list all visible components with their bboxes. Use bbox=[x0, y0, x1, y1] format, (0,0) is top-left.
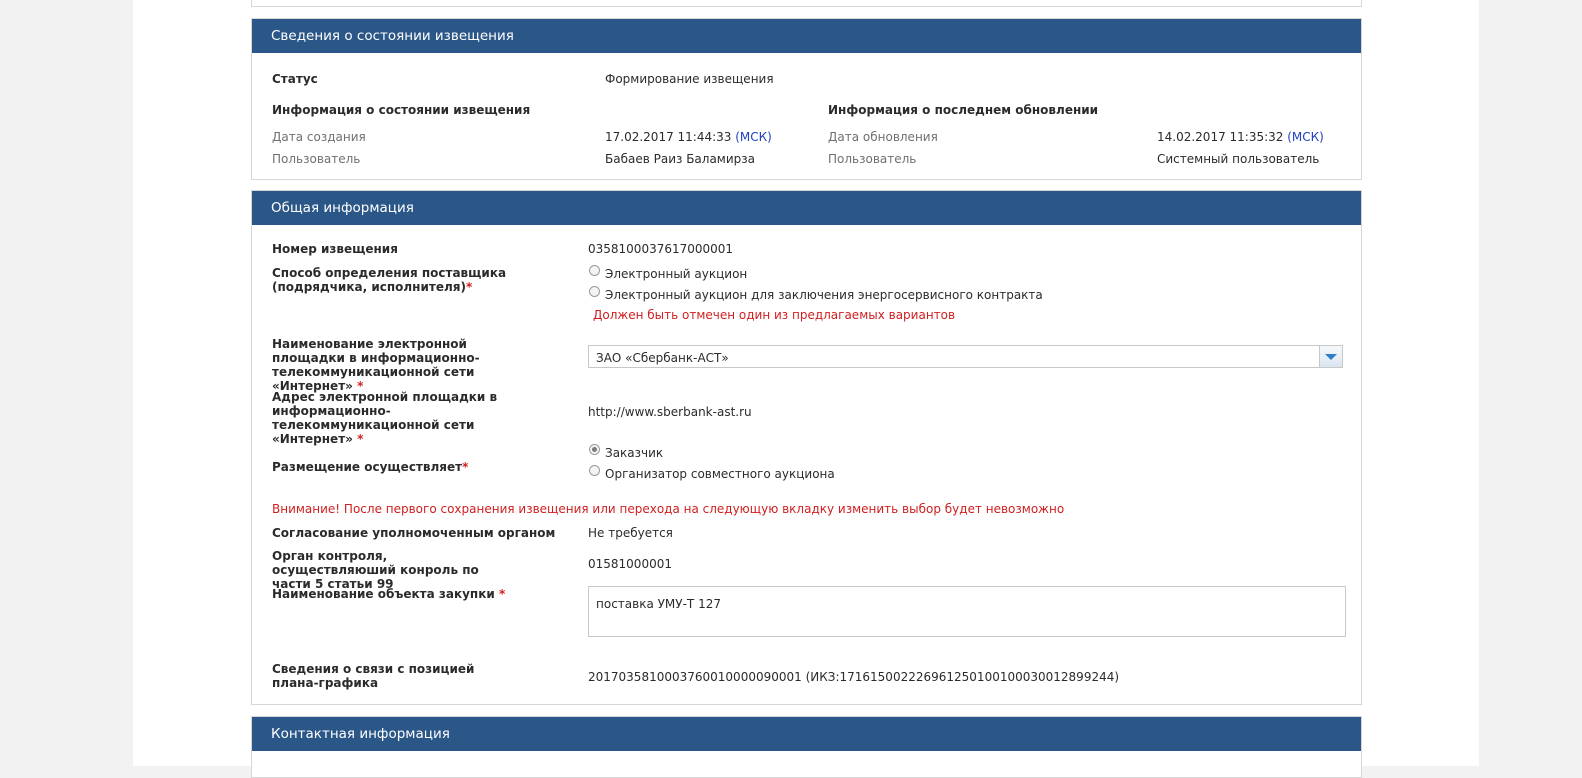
updated-date-text: 14.02.2017 11:35:32 bbox=[1157, 130, 1284, 144]
general-panel bbox=[251, 190, 1362, 705]
method-radio-auction[interactable] bbox=[589, 265, 600, 276]
updated-date-label: Дата обновления bbox=[828, 130, 938, 144]
object-label bbox=[272, 587, 505, 601]
placement-radio-customer[interactable] bbox=[589, 444, 600, 455]
created-date-label: Дата создания bbox=[272, 130, 366, 144]
approval-label: Согласование уполномоченным органом bbox=[272, 526, 556, 540]
control-label bbox=[272, 549, 512, 591]
plan-value: 2017035810003760010000090001 (ИКЗ:171615002226961250100100030012899244) bbox=[588, 670, 1120, 684]
contact-panel bbox=[251, 716, 1362, 778]
platform-address-label-text: Адрес электронной площадки в информационно-телекоммуникационной сети «Интернет» bbox=[272, 390, 498, 446]
method-label-text: Способ определения поставщика (подрядчика, исполнителя) bbox=[272, 266, 507, 294]
platform-name-label bbox=[272, 337, 542, 393]
status-value: Формирование извещения bbox=[605, 72, 774, 86]
plan-label-text: Сведения о связи с позицией плана-графика bbox=[272, 662, 475, 690]
created-user-value: Бабаев Раиз Баламирза bbox=[605, 152, 756, 166]
placement-label-text: Размещение осуществляет bbox=[272, 460, 463, 474]
control-label-text: Орган контроля, осуществляюший конроль по части 5 статьи 99 bbox=[272, 549, 479, 591]
contact-panel-header[interactable]: Контактная информация bbox=[252, 717, 1361, 751]
updated-user-value: Системный пользователь bbox=[1157, 152, 1320, 166]
updated-user-label: Пользователь bbox=[828, 152, 917, 166]
status-panel-header[interactable]: Сведения о состоянии извещения bbox=[252, 19, 1361, 53]
status-label: Статус bbox=[272, 72, 318, 86]
created-date-value bbox=[605, 130, 772, 144]
platform-address-label bbox=[272, 390, 542, 446]
platform-name-label-text: Наименование электронной площадки в информационно-телекоммуникационной сети «Интернет» bbox=[272, 337, 480, 393]
created-user-label: Пользователь bbox=[272, 152, 361, 166]
platform-address-value: http://www.sberbank-ast.ru bbox=[588, 405, 752, 419]
object-required-mark: * bbox=[498, 587, 506, 601]
update-section-title: Информация о последнем обновлении bbox=[828, 103, 1099, 117]
method-option-energy[interactable]: Электронный аукцион для заключения энергосервисного контракта bbox=[605, 288, 1043, 302]
placement-option-customer[interactable]: Заказчик bbox=[605, 446, 664, 460]
previous-panel-bottom bbox=[251, 0, 1362, 7]
updated-tz-link[interactable]: (МСК) bbox=[1287, 130, 1324, 144]
warning-text: Внимание! После первого сохранения извещения или перехода на следующую вкладку изменить выбор будет невозможно bbox=[272, 502, 1065, 516]
state-section-title: Информация о состоянии извещения bbox=[272, 103, 531, 117]
notice-number-value: 0358100037617000001 bbox=[588, 242, 734, 256]
page-content bbox=[133, 0, 1479, 766]
method-label bbox=[272, 266, 517, 294]
placement-required-mark: * bbox=[462, 460, 469, 474]
plan-label bbox=[272, 662, 512, 690]
platform-select[interactable] bbox=[588, 345, 1343, 368]
chevron-down-icon[interactable] bbox=[1319, 346, 1342, 367]
notice-number-label: Номер извещения bbox=[272, 242, 398, 256]
placement-radio-organizer[interactable] bbox=[589, 465, 600, 476]
method-radio-energy[interactable] bbox=[589, 286, 600, 297]
object-textarea-value: поставка УМУ-Т 127 bbox=[596, 597, 721, 611]
created-date-text: 17.02.2017 11:44:33 bbox=[605, 130, 732, 144]
placement-option-organizer[interactable]: Организатор совместного аукциона bbox=[605, 467, 835, 481]
method-error: Должен быть отмечен один из предлагаемых вариантов bbox=[593, 308, 956, 322]
platform-name-required-mark: * bbox=[357, 379, 364, 393]
control-value: 01581000001 bbox=[588, 557, 672, 571]
platform-address-required-mark: * bbox=[357, 432, 364, 446]
method-option-auction[interactable]: Электронный аукцион bbox=[605, 267, 748, 281]
general-panel-header[interactable]: Общая информация bbox=[252, 191, 1361, 225]
object-label-text: Наименование объекта закупки bbox=[272, 587, 495, 601]
created-tz-link[interactable]: (МСК) bbox=[735, 130, 772, 144]
status-panel bbox=[251, 18, 1362, 180]
updated-date-value bbox=[1157, 130, 1324, 144]
method-required-mark: * bbox=[465, 280, 473, 294]
placement-label bbox=[272, 460, 468, 474]
object-textarea[interactable] bbox=[588, 586, 1346, 637]
platform-select-value: ЗАО «Сбербанк-АСТ» bbox=[596, 351, 729, 365]
approval-value: Не требуется bbox=[588, 526, 673, 540]
